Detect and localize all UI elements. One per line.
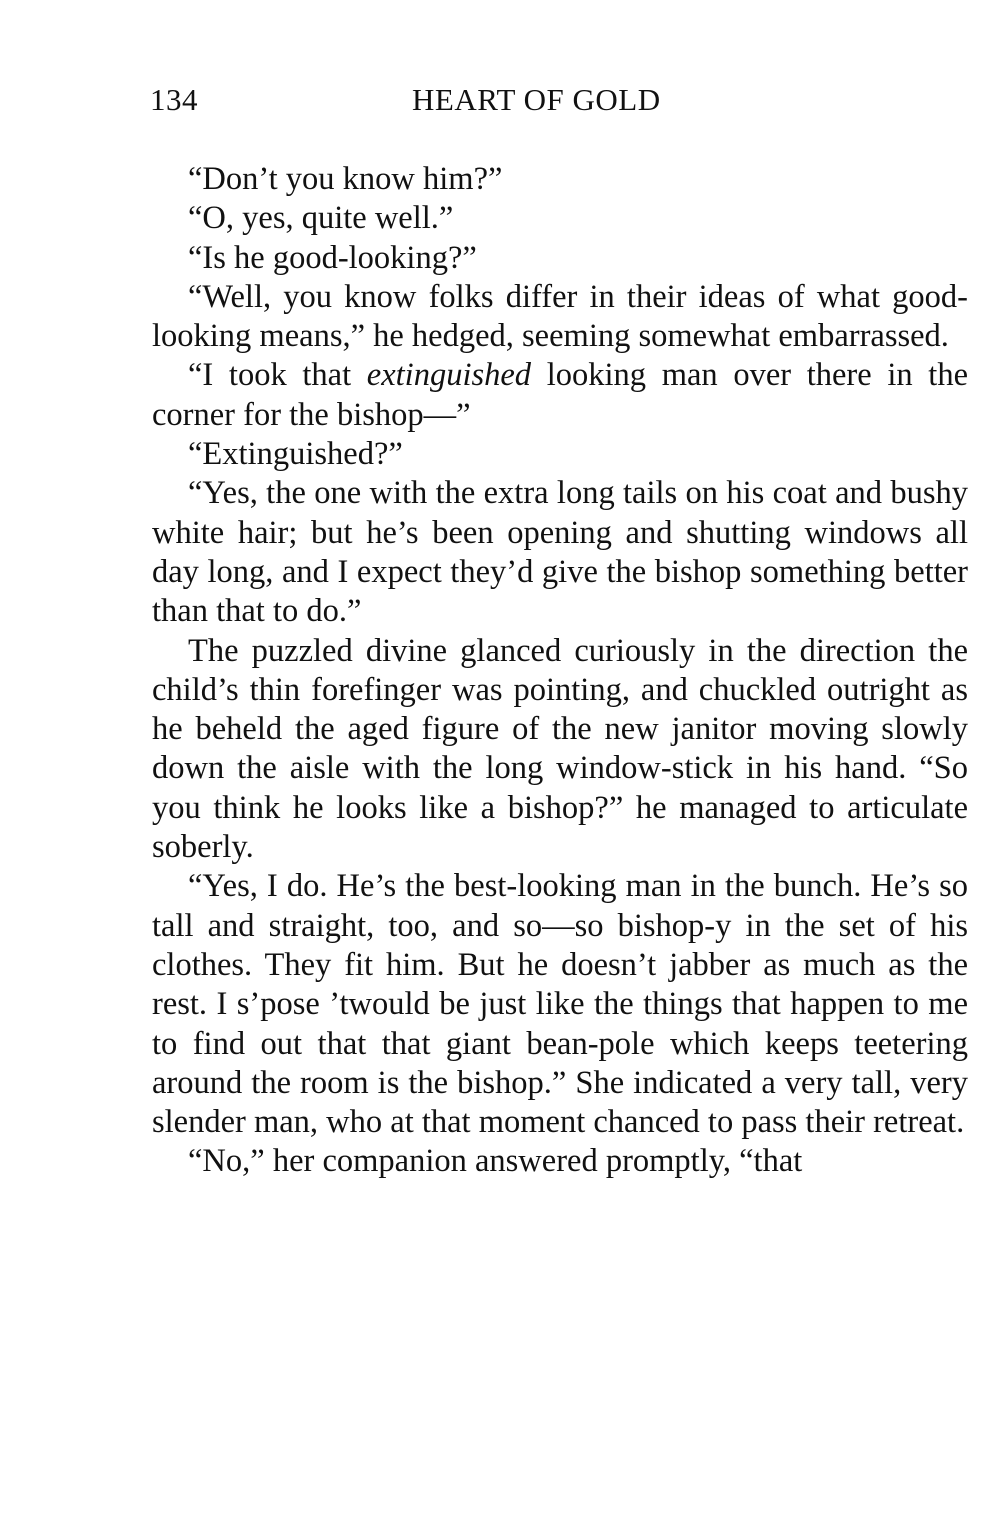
paragraph-4: “Well, you know folks differ in their ideas of what good-looking means,” he hedged, seeming somewhat embarrassed. xyxy=(152,278,968,355)
paragraph-3: “Is he good-looking?” xyxy=(188,239,477,276)
paragraph-5-italic: extinguished xyxy=(366,357,532,394)
paragraph-9: “Yes, I do. He’s the best-looking man in the bunch. He’s so tall and straight, too, and so—so bishop-y in the set of his clothes. They fit him. But he doesn’t jabber as much as the rest. I s’pose ’twould be just like the things that happen to me to find out that that giant bean-pole which keeps teetering around the room is the bishop.” She indicated a very tall, very slender man, who at that moment chanced to pass their retreat. xyxy=(152,868,968,1141)
paragraph-7: “Yes, the one with the extra long tails on his coat and bushy white hair; but he’s been opening and shutting windows all day long, and I expect they’d give the bishop something better than that to do.” xyxy=(152,475,968,630)
paragraph-8: The puzzled divine glanced curiously in the direction the child’s thin forefinger was pointing, and chuckled outright as he beheld the aged figure of the new janitor moving slowly down the aisle with the long window-stick in his hand. “So you think he looks like a bishop?” he managed to articulate soberly. xyxy=(152,632,968,866)
paragraph-5-start: “I took that xyxy=(188,357,367,394)
paragraph-5 xyxy=(152,356,968,435)
page-number: 134 xyxy=(150,82,198,117)
running-head xyxy=(150,82,970,122)
paragraph-6: “Extinguished?” xyxy=(188,436,403,473)
paragraph-2: “O, yes, quite well.” xyxy=(188,200,454,237)
paragraph-5-end: looking man over there in the corner for the bishop—” xyxy=(152,357,969,433)
paragraph-1: “Don’t you know him?” xyxy=(188,161,503,197)
running-title: HEART OF GOLD xyxy=(412,82,661,117)
body-text xyxy=(152,160,968,1182)
paragraph-10: “No,” her companion answered promptly, “that xyxy=(188,1143,803,1180)
